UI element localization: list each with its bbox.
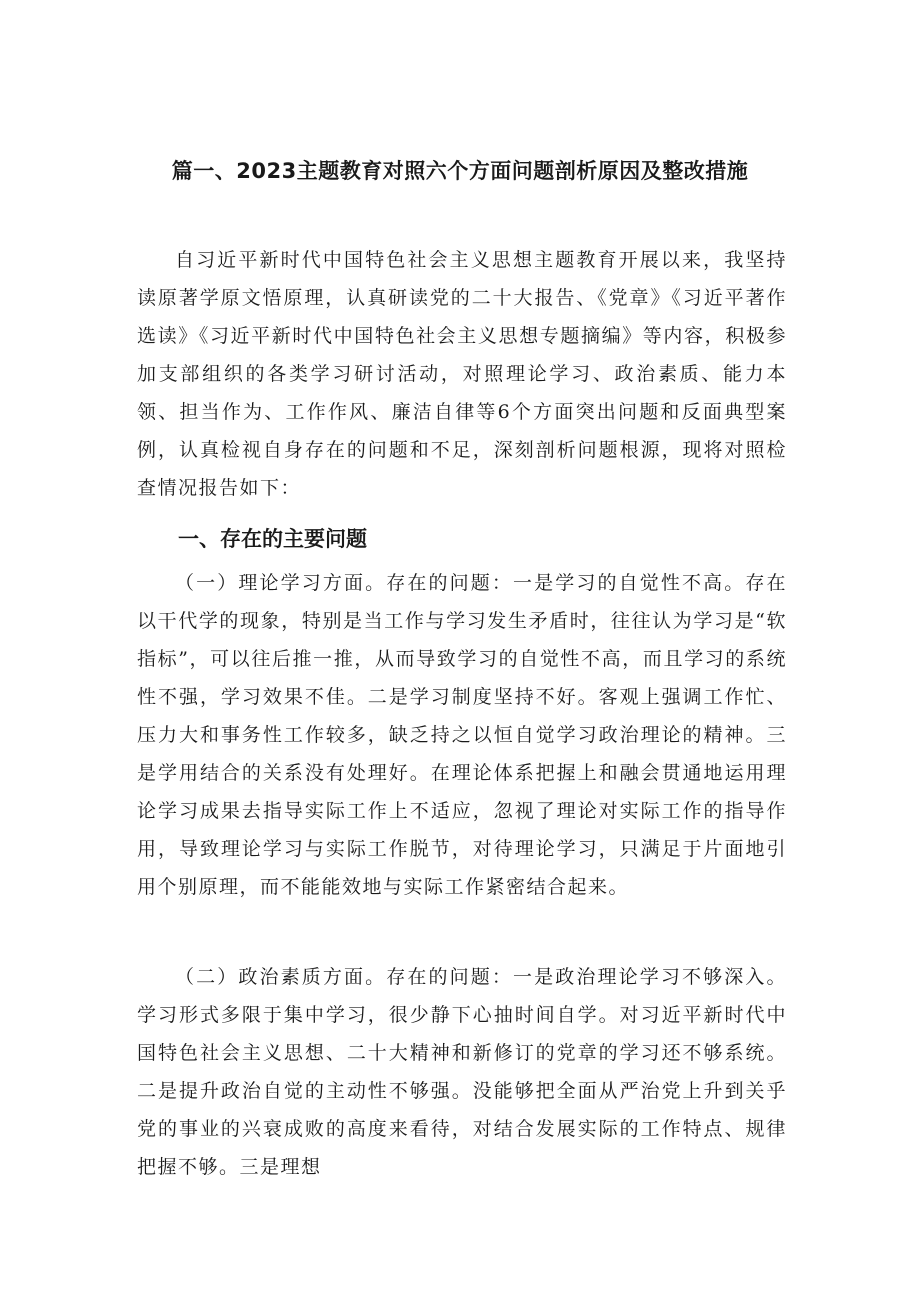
intro-paragraph: 自习近平新时代中国特色社会主义思想主题教育开展以来，我坚持读原著学原文悟原理，认真研读党的二十大报告、《党章》《习近平著作选读》《习近平新时代中国特色社会主义思想专题摘编》等内容，积极参加支部组织的各类学习研讨活动，对照理论学习、政治素质、能力本领、担当作为、工作作风、廉洁自律等6个方面突出问题和反面典型案例，认真检视自身存在的问题和不足，深刻剖析问题根源，现将对照检查情况报告如下： <box>137 249 787 499</box>
subsection-political-quality-paragraph: （二）政治素质方面。存在的问题：一是政治理论学习不够深入。学习形式多限于集中学习，很少静下心抽时间自学。对习近平新时代中国特色社会主义思想、二十大精神和新修订的党章的学习还不够系统。二是提升政治自觉的主动性不够强。没能够把全面从严治党上升到关乎党的事业的兴衰成败的高度来看待，对结合发展实际的工作特点、规律把握不够。三是理想 <box>137 966 787 1178</box>
section-heading-main-problems: 一、存在的主要问题 <box>178 527 367 551</box>
document-title: 篇一、2023主题教育对照六个方面问题剖析原因及整改措施 <box>171 159 749 183</box>
subsection-theory-study-paragraph: （一）理论学习方面。存在的问题：一是学习的自觉性不高。存在以干代学的现象，特别是当工作与学习发生矛盾时，往往认为学习是“软指标”，可以往后推一推，从而导致学习的自觉性不高，而且学习的系统性不强，学习效果不佳。二是学习制度坚持不好。客观上强调工作忙、压力大和事务性工作较多，缺乏持之以恒自觉学习政治理论的精神。三是学用结合的关系没有处理好。在理论体系把握上和融会贯通地运用理论学习成果去指导实际工作上不适应，忽视了理论对实际工作的指导作用，导致理论学习与实际工作脱节，对待理论学习，只满足于片面地引用个别原理，而不能能效地与实际工作紧密结合起来。 <box>137 572 787 898</box>
